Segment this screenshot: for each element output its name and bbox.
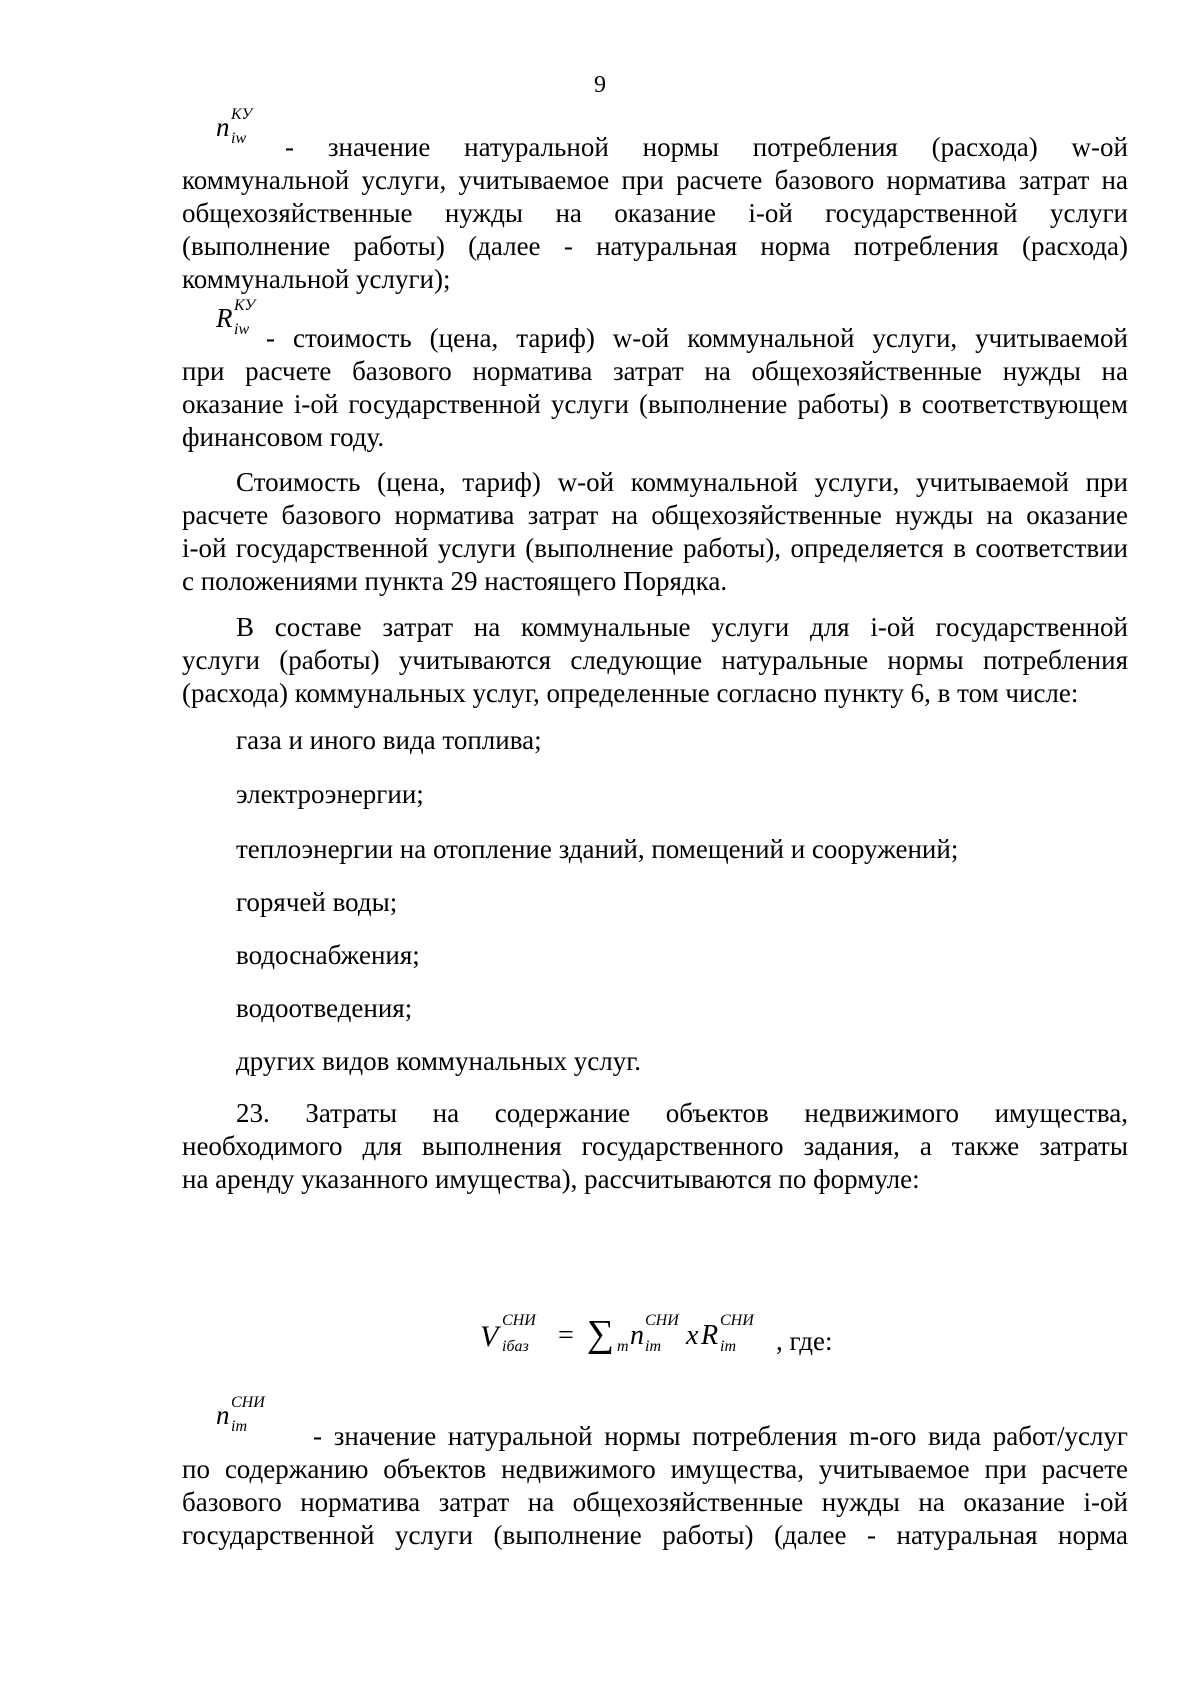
symbol-superscript: КУ <box>234 297 256 314</box>
text-line: i-ой государственной услуги (выполнение работы), определяется в соответствии <box>182 533 1128 563</box>
formula-sum-sub: m <box>617 1338 629 1355</box>
text-line: коммунальной услуги); <box>182 264 451 294</box>
text-line: финансовом году. <box>182 422 385 452</box>
symbol-superscript: СНИ <box>231 1394 265 1411</box>
formula-lhs-sub: iбаз <box>502 1338 529 1355</box>
text-line: услуги (работы) учитываются следующие натуральные нормы потребления <box>182 645 1128 675</box>
symbol-subscript: iw <box>234 321 250 338</box>
list-item: газа и иного вида топлива; <box>236 725 542 755</box>
formula-lhs-base: V <box>480 1320 499 1353</box>
text-line: по содержанию объектов недвижимого имущества, учитываемое при расчете <box>182 1454 1128 1484</box>
paragraph-23 <box>182 1097 1128 1196</box>
text-line: с положениями пункта 29 настоящего Порядка. <box>182 566 728 596</box>
formula-lhs-sup: СНИ <box>502 1312 536 1329</box>
list-item: других видов коммунальных услуг. <box>236 1046 642 1076</box>
text-line: (выполнение работы) (далее - натуральная норма потребления (расхода) <box>182 231 1128 261</box>
formula-suffix: , где: <box>776 1326 833 1356</box>
text-line: В составе затрат на коммунальные услуги для i-ой государственной <box>236 612 1128 642</box>
text-line: 23. Затраты на содержание объектов недвижимого имущества, <box>236 1098 1128 1128</box>
symbol-base: n <box>216 112 230 142</box>
text-line: на аренду указанного имущества), рассчитываются по формуле: <box>182 1164 920 1194</box>
list-item: водоотведения; <box>236 993 413 1023</box>
text-line: оказание i-ой государственной услуги (выполнение работы) в соответствующем <box>182 389 1128 419</box>
text-line: базового норматива затрат на общехозяйственные нужды на оказание i-ой <box>182 1487 1128 1517</box>
list-item: водоснабжения; <box>236 940 420 970</box>
formula-r-sub: im <box>720 1338 736 1355</box>
formula <box>480 1312 860 1362</box>
text-line: - значение натуральной нормы потребления (расхода) w-ой <box>285 132 1128 162</box>
text-line: - стоимость (цена, тариф) w-ой коммунальной услуги, учитываемой <box>266 323 1128 353</box>
text-line: государственной услуги (выполнение работы) (далее - натуральная норма <box>182 1520 1128 1550</box>
symbol-base: n <box>216 1400 230 1430</box>
list-item: электроэнергии; <box>236 779 424 809</box>
symbol-base: R <box>216 303 233 333</box>
text-line: Стоимость (цена, тариф) w-ой коммунальной услуги, учитываемой при <box>236 467 1128 497</box>
formula-n-base: n <box>630 1320 644 1351</box>
text-line: при расчете базового норматива затрат на общехозяйственные нужды на <box>182 356 1128 386</box>
text-line: общехозяйственные нужды на оказание i-ой государственной услуги <box>182 198 1128 228</box>
paragraph-composition <box>182 611 1128 710</box>
list-item: горячей воды; <box>236 887 398 917</box>
definition-r-ku <box>182 322 1128 454</box>
symbol-subscript: iw <box>231 130 247 147</box>
list-item: теплоэнергии на отопление зданий, помещений и сооружений; <box>236 834 959 864</box>
text-line: коммунальной услуги, учитываемое при расчете базового норматива затрат на <box>182 165 1128 195</box>
symbol-superscript: КУ <box>231 106 253 123</box>
text-line: необходимого для выполнения государственного задания, а также затраты <box>182 1131 1128 1161</box>
formula-n-sup: СНИ <box>645 1312 679 1329</box>
paragraph-cost <box>182 466 1128 598</box>
formula-sum-sign: ∑ <box>587 1313 615 1355</box>
formula-equals: = <box>558 1320 574 1351</box>
formula-r-base: R <box>701 1320 719 1351</box>
definition-n-sni <box>182 1420 1128 1552</box>
text-line: (расхода) коммунальных услуг, определенные согласно пункту 6, в том числе: <box>182 678 1079 708</box>
formula-times: x <box>686 1320 699 1351</box>
text-line: расчете базового норматива затрат на общехозяйственные нужды на оказание <box>182 500 1128 530</box>
formula-r-sup: СНИ <box>720 1312 754 1329</box>
symbol-subscript: im <box>231 1418 247 1435</box>
definition-n-ku <box>182 131 1128 296</box>
page-number: 9 <box>594 72 606 98</box>
text-line: - значение натуральной нормы потребления m-ого вида работ/услуг <box>313 1421 1128 1451</box>
formula-n-sub: im <box>645 1338 661 1355</box>
